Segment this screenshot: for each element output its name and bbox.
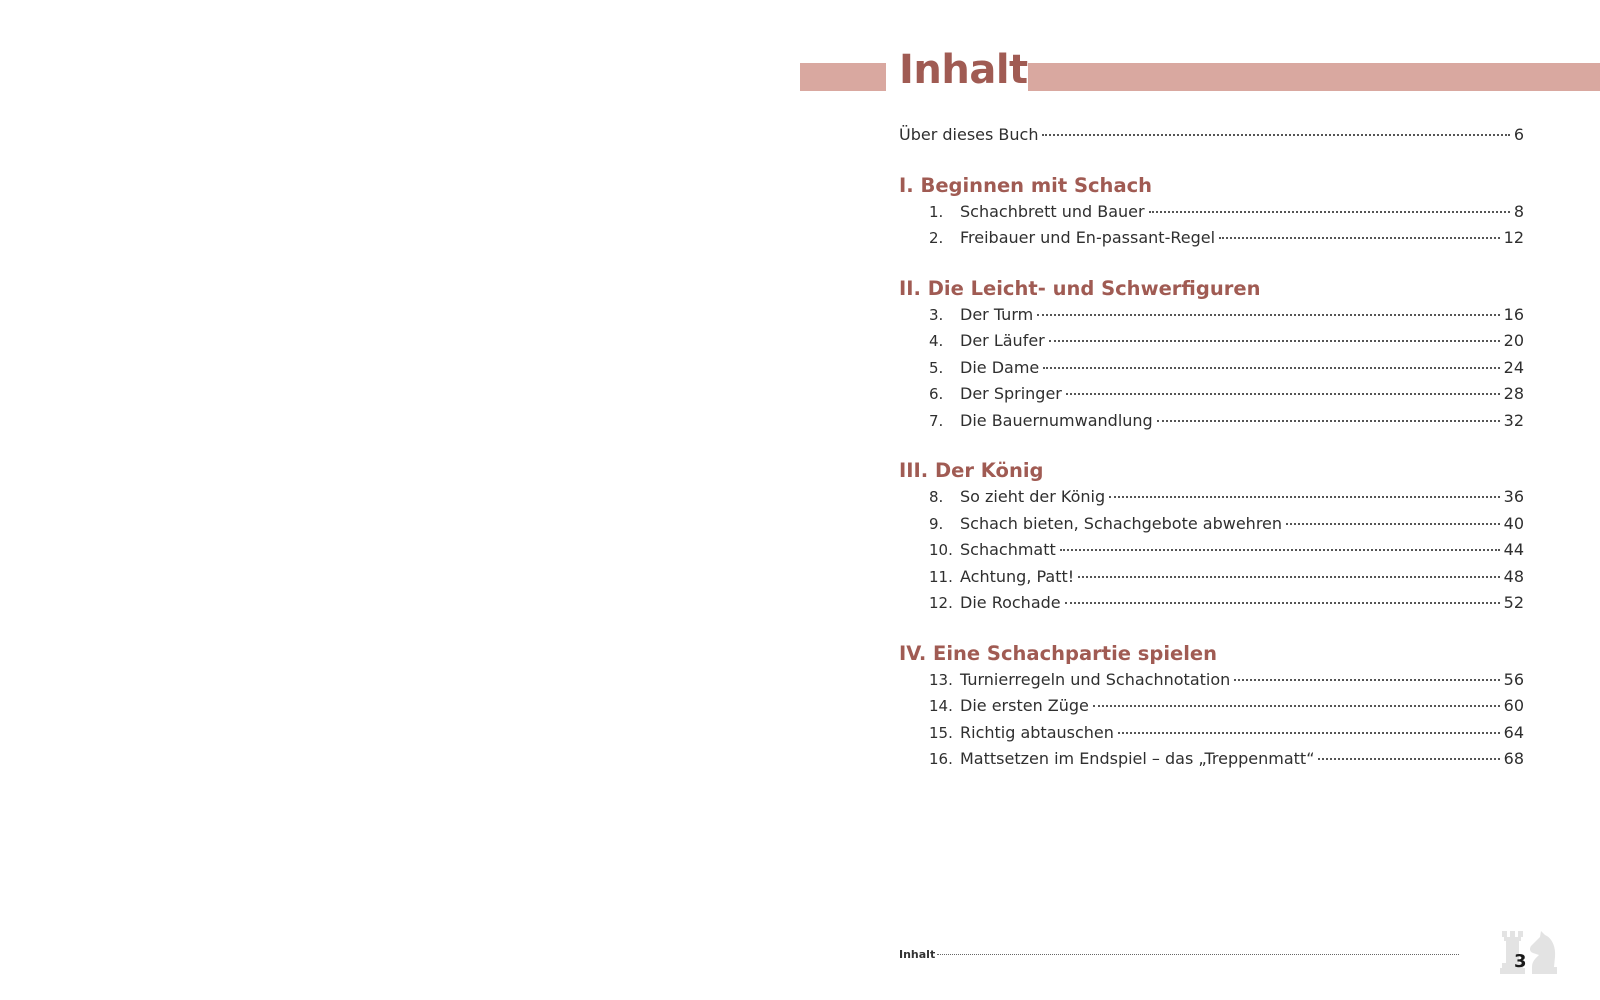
dot-leader [1157,420,1500,422]
dot-leader [1149,211,1510,213]
toc-entry-label: Schach bieten, Schachgebote abwehren [960,513,1283,533]
dot-leader [1109,496,1500,498]
toc-entry-page: 16 [1503,304,1524,324]
dot-leader [1234,679,1499,681]
toc-section [899,276,1524,435]
toc-entry[interactable] [899,199,1524,226]
toc-entry-page: 48 [1503,566,1524,586]
toc-section [899,458,1524,617]
toc-entry-label: Der Turm [960,304,1034,324]
dot-leader [1060,549,1500,551]
footer-label: Inhalt [899,948,936,961]
toc-entry[interactable] [899,355,1524,382]
toc-entry[interactable] [899,328,1524,355]
toc-entry-label: Mattsetzen im Endspiel – das „Treppenmatt“ [960,749,1315,768]
page-title: Inhalt [899,47,1028,93]
chapter-number: 15. [929,723,953,742]
toc-entry-page: 36 [1503,487,1524,506]
section-heading[interactable]: III. Der König [899,459,1044,482]
dot-leader [1042,134,1509,136]
toc-entry-intro[interactable] [899,122,1524,149]
chapter-number: 2. [929,229,944,247]
section-heading[interactable]: I. Beginnen mit Schach [899,173,1153,197]
chapter-number: 3. [929,305,944,324]
right-page [800,0,1600,1000]
toc-entry-page: 40 [1503,513,1524,533]
chapter-number: 9. [929,514,944,533]
toc-entry-label: Die Rochade [960,593,1061,612]
toc-entry-label: Freibauer und En-passant-Regel [960,228,1216,247]
chapter-number: 7. [929,411,944,430]
dot-leader [1037,314,1499,316]
toc-entry[interactable] [899,381,1524,408]
toc-entry-page: 12 [1503,228,1524,247]
chapter-number: 10. [929,541,953,559]
toc-entry-label: Schachmatt [960,540,1056,559]
table-of-contents [899,122,1524,773]
dot-leader [1093,705,1500,707]
section-heading[interactable]: IV. Eine Schachpartie spielen [899,641,1218,665]
dot-leader [1219,237,1500,239]
chapter-number: 6. [929,385,944,403]
title-bar-left [800,63,886,91]
chapter-number: 14. [929,697,953,715]
toc-entry[interactable] [899,564,1524,591]
footer-dot-leader [937,954,1459,955]
chess-pieces-icon [1496,925,1560,981]
chapter-number: 1. [929,202,944,221]
toc-entry-label: Die ersten Züge [960,696,1089,715]
toc-entry-page: 52 [1503,593,1524,612]
toc-entry[interactable] [899,693,1524,720]
toc-entry[interactable] [899,667,1524,694]
chapter-number: 8. [929,488,944,506]
dot-leader [1318,758,1499,760]
dot-leader [1118,732,1500,734]
chapter-number: 5. [929,358,944,377]
toc-entry-page: 64 [1503,722,1524,742]
dot-leader [1049,340,1500,342]
toc-entry[interactable] [899,590,1524,617]
dot-leader [1065,602,1500,604]
toc-entry-label: So zieht der König [960,487,1106,506]
toc-entry-label: Turnierregeln und Schachnotation [960,669,1231,689]
toc-entry[interactable] [899,225,1524,252]
toc-entry[interactable] [899,408,1524,435]
toc-entry-page: 32 [1503,410,1524,430]
toc-entry-label: Die Bauernumwandlung [960,410,1153,430]
toc-entry-page: 28 [1503,384,1524,403]
toc-entry-page: 60 [1503,696,1524,715]
page-number: 3 [1514,951,1527,972]
toc-entry-label: Über dieses Buch [899,125,1039,144]
toc-entry-page: 20 [1503,331,1524,350]
toc-entry-page: 44 [1503,540,1524,559]
chapter-number: 13. [929,670,953,689]
chapter-number: 11. [929,567,953,586]
dot-leader [1043,367,1499,369]
section-heading[interactable]: II. Die Leicht- und Schwerfiguren [899,276,1261,300]
toc-entry-label: Achtung, Patt! [960,566,1075,586]
toc-entry-page: 56 [1503,669,1524,689]
toc-entry-label: Der Läufer [960,331,1045,350]
toc-entry[interactable] [899,720,1524,747]
toc-entry-page: 68 [1503,749,1524,768]
title-bar-right [1028,63,1600,91]
chapter-number: 4. [929,332,944,350]
toc-entry[interactable] [899,511,1524,538]
toc-entry-label: Richtig abtauschen [960,722,1114,742]
toc-section [899,173,1524,252]
toc-entry[interactable] [899,302,1524,329]
toc-entry-page: 6 [1513,125,1524,144]
running-footer [899,948,1459,961]
chapter-number: 12. [929,594,953,612]
chapter-number: 16. [929,750,953,768]
toc-entry-label: Die Dame [960,357,1040,377]
dot-leader [1066,393,1500,395]
toc-entry[interactable] [899,537,1524,564]
toc-entry-page: 8 [1513,201,1524,221]
dot-leader [1286,523,1500,525]
toc-entry-label: Schachbrett und Bauer [960,201,1145,221]
toc-section [899,641,1524,773]
toc-entry-label: Der Springer [960,384,1062,403]
toc-entry-page: 24 [1503,357,1524,377]
toc-entry[interactable] [899,746,1524,773]
toc-entry[interactable] [899,484,1524,511]
dot-leader [1078,576,1499,578]
